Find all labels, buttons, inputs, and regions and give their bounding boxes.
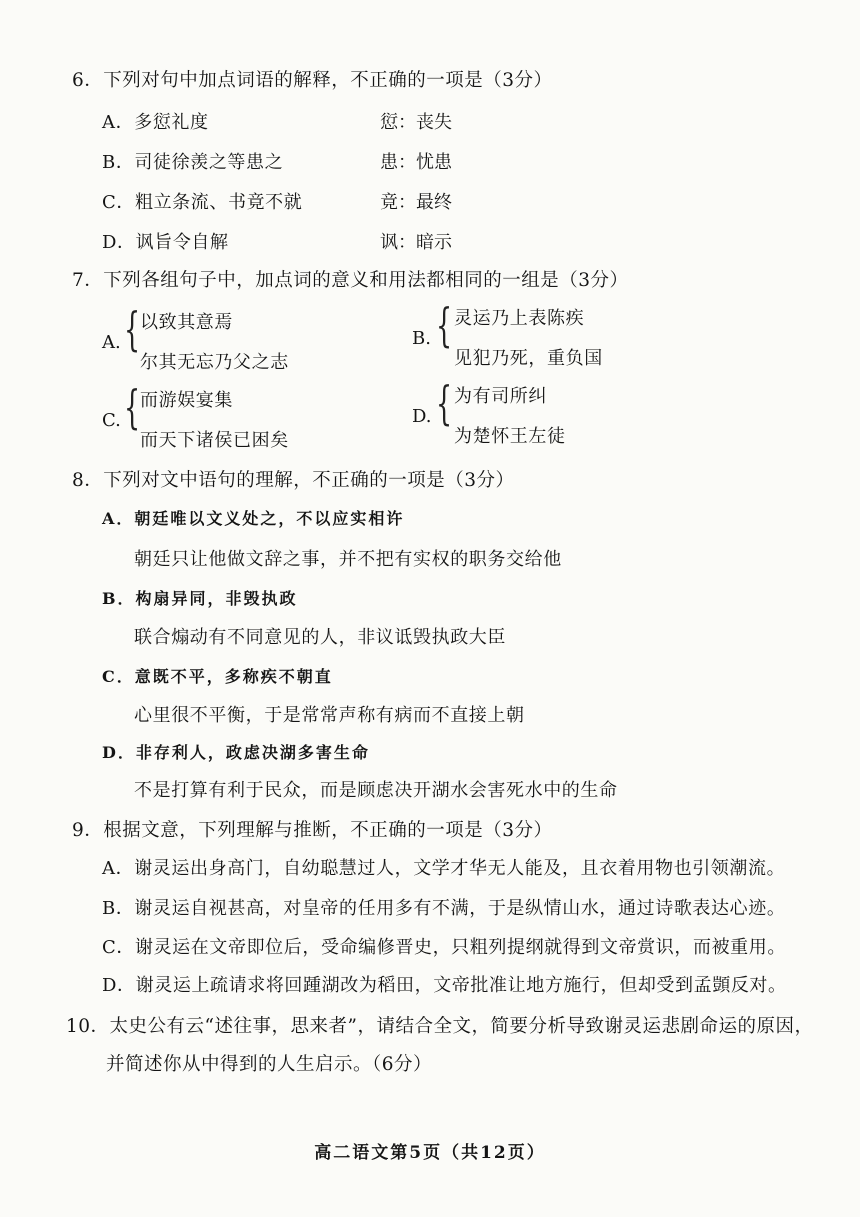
question-9-title: 9．根据文意，下列理解与推断，不正确的一项是（3分） — [72, 820, 553, 841]
q7-group-c-brace: { — [124, 380, 141, 434]
q7-group-b-top: 灵运乃上表陈疾 — [454, 308, 585, 329]
q8-option-b-translation: 联合煽动有不同意见的人，非议诋毁执政大臣 — [134, 627, 506, 648]
q7-group-b-bottom: 见犯乃死，重负国 — [454, 348, 603, 369]
q6-option-c-gloss: 竟：最终 — [380, 192, 452, 213]
q7-group-a-top: 以致其意焉 — [140, 312, 233, 333]
q8-option-c-translation: 心里很不平衡，于是常常声称有病而不直接上朝 — [134, 705, 525, 726]
q7-group-b-brace: { — [436, 298, 453, 352]
q7-group-b-label: B. — [412, 328, 431, 349]
q6-option-d: D．讽旨令自解 — [102, 232, 229, 253]
q7-group-c-top: 而游娱宴集 — [140, 390, 233, 411]
q7-group-d-top: 为有司所纠 — [454, 386, 547, 407]
q7-group-d-label: D. — [412, 406, 432, 427]
q8-option-a-original: A．朝廷唯以文义处之，不以应实相许 — [102, 509, 405, 528]
q6-option-b-gloss: 患：忧患 — [380, 152, 452, 173]
q7-group-c-label: C. — [102, 410, 121, 431]
question-10-line-2: 并简述你从中得到的人生启示。（6分） — [106, 1054, 433, 1075]
question-7-title: 7．下列各组句子中，加点词的意义和用法都相同的一组是（3分） — [72, 270, 629, 291]
q6-option-a: A．多愆礼度 — [102, 112, 209, 133]
q9-option-d: D．谢灵运上疏请求将回踵湖改为稻田，文帝批准让地方施行，但却受到孟顗反对。 — [102, 975, 787, 996]
page-footer: 高二语文第5页（共12页） — [314, 1143, 546, 1163]
q9-option-c: C．谢灵运在文帝即位后，受命编修晋史，只粗列提纲就得到文帝赏识，而被重用。 — [102, 937, 786, 958]
q6-option-b: B．司徒徐羡之等患之 — [102, 152, 284, 173]
question-6-title: 6．下列对句中加点词语的解释，不正确的一项是（3分） — [72, 70, 553, 91]
q7-group-a-brace: { — [124, 302, 141, 356]
q9-option-b: B．谢灵运自视甚高，对皇帝的任用多有不满，于是纵情山水，通过诗歌表达心迹。 — [102, 898, 786, 919]
question-10-line-1: 10．太史公有云“述往事，思来者”，请结合全文，简要分析导致谢灵运悲剧命运的原因， — [66, 1016, 814, 1037]
q8-option-d-translation: 不是打算有利于民众，而是顾虑决开湖水会害死水中的生命 — [134, 780, 618, 801]
q7-group-a-label: A. — [102, 332, 121, 353]
q8-option-c-original: C．意既不平，多称疾不朝直 — [102, 667, 333, 686]
q7-group-a-bottom: 尔其无忘乃父之志 — [140, 352, 289, 373]
q7-group-c-bottom: 而天下诸侯已困矣 — [140, 430, 289, 451]
q8-option-a-translation: 朝廷只让他做文辞之事，并不把有实权的职务交给他 — [134, 549, 562, 570]
q9-option-a: A．谢灵运出身高门，自幼聪慧过人，文学才华无人能及，且衣着用物也引领潮流。 — [102, 858, 786, 879]
question-8-title: 8．下列对文中语句的理解，不正确的一项是（3分） — [72, 470, 515, 491]
q8-option-b-original: B．构扇异同，非毁执政 — [102, 589, 298, 608]
q6-option-d-gloss: 讽：暗示 — [380, 232, 452, 253]
q6-option-a-gloss: 愆：丧失 — [380, 112, 452, 133]
q6-option-c: C．粗立条流、书竟不就 — [102, 192, 303, 213]
q8-option-d-original: D．非存利人，政虑决湖多害生命 — [102, 743, 370, 762]
q7-group-d-brace: { — [436, 376, 453, 430]
q7-group-d-bottom: 为楚怀王左徒 — [454, 426, 566, 447]
